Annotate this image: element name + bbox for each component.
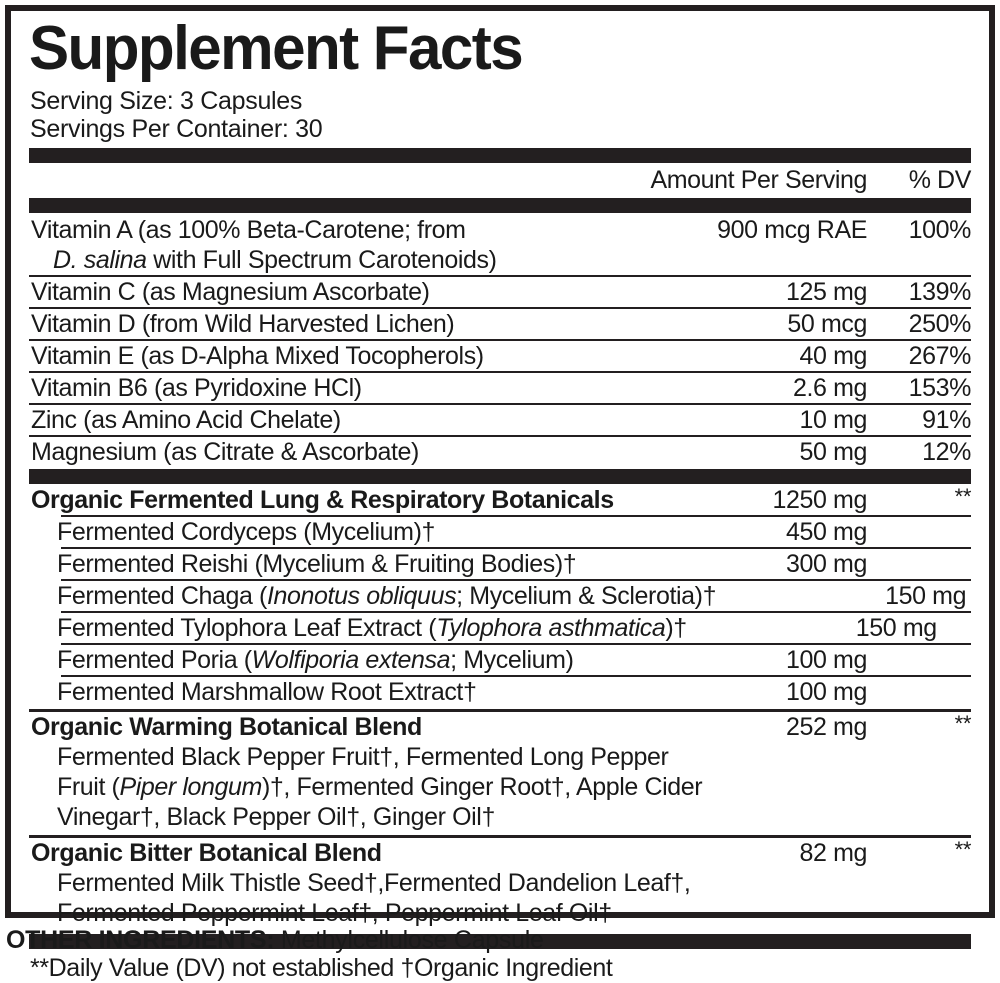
ingredient-amount: 150 mg [885,582,967,610]
column-header-row [29,165,971,195]
table-row [29,309,971,339]
table-row [29,581,971,611]
ingredient-name-pre: Fermented Cordyceps (Mycelium)† [57,518,435,546]
ingredient-name [29,613,687,643]
nutrient-dv: 12% [922,438,971,466]
other-ingredients-label: OTHER INGREDIENTS: [6,926,275,954]
table-row [29,277,971,307]
latin-name: Wolfiporia extensa [251,646,451,674]
blend-dv: ** [954,484,971,509]
nutrient-dv: 267% [908,342,971,370]
blend-ingredient-line [57,868,971,898]
ingredient-name [29,517,617,547]
nutrient-name: Vitamin C (as Magnesium Ascorbate) [31,278,430,306]
serving-info [23,87,977,143]
table-row [29,341,971,371]
blend-header-row [29,838,971,868]
nutrient-amount: 40 mg [799,342,867,370]
table-row [29,645,971,675]
other-ingredients-value: Methylcellulose Capsule [274,926,544,954]
nutrient-dv: 91% [922,406,971,434]
blend-ingredient-text-post: )†, Fermented Ginger Root†, Apple Cider [262,773,703,801]
ingredient-amount: 100 mg [786,646,867,674]
blend-amount: 1250 mg [772,486,867,514]
blend-dv: ** [954,837,971,862]
footnote: **Daily Value (DV) not established †Organic Ingredient [30,954,613,982]
blend-ingredient-line [57,802,971,832]
ingredient-name [29,645,617,675]
blend-ingredient-text: Fermented Black Pepper Fruit†, Fermented Long Pepper [57,743,669,771]
nutrient-name [29,215,617,275]
divider-bar-blends [29,469,971,484]
ingredient-amount: 100 mg [786,678,867,706]
nutrient-amount: 900 mcg RAE [717,216,867,244]
column-header-dv: % DV [908,166,971,194]
nutrient-name: Vitamin E (as D-Alpha Mixed Tocopherols) [31,342,484,370]
ingredient-amount: 150 mg [855,614,937,642]
latin-name: Tylophora asthmatica [436,614,666,642]
nutrient-name-line1: Vitamin A (as 100% Beta-Carotene; from [31,216,466,244]
table-row [29,517,971,547]
blend-name: Organic Fermented Lung & Respiratory Botanicals [31,486,614,514]
blend-ingredient-line [57,772,971,802]
blend-ingredient-line [57,742,971,772]
blend-name: Organic Warming Botanical Blend [31,713,422,741]
table-row [29,613,971,643]
blend-dv: ** [954,711,971,736]
divider-bar-headers [29,198,971,213]
blend-ingredient-text: Fermented Peppermint Leaf†, Peppermint Leaf Oil† [57,899,612,927]
blend-ingredient-paragraph [29,868,971,928]
ingredient-name-pre: Fermented Tylophora Leaf Extract ( [57,614,437,642]
blend-ingredient-text-pre: Fruit ( [57,773,120,801]
nutrient-dv: 153% [908,374,971,402]
blend-ingredient-text: Fermented Milk Thistle Seed†,Fermented Dandelion Leaf†, [57,869,691,897]
nutrient-amount: 125 mg [786,278,867,306]
ingredient-name-pre: Fermented Poria ( [57,646,252,674]
blend-header-row [29,712,971,742]
table-row [29,549,971,579]
servings-per-container: Servings Per Container: 30 [30,115,323,143]
ingredient-name [29,549,617,579]
nutrient-name: Vitamin B6 (as Pyridoxine HCl) [31,374,362,402]
nutrient-amount: 50 mg [799,438,867,466]
nutrient-amount: 10 mg [799,406,867,434]
nutrient-name-line2-post: with Full Spectrum Carotenoids) [146,246,497,274]
nutrient-amount: 2.6 mg [792,374,867,402]
nutrient-amount: 50 mcg [787,310,867,338]
blend-header-row [29,485,971,515]
ingredient-name-post: ; Mycelium) [450,646,574,674]
table-row [29,437,971,467]
blend-ingredient-text: Vinegar†, Black Pepper Oil†, Ginger Oil† [57,803,495,831]
latin-name: Piper longum [119,773,262,801]
ingredient-name-post: )† [665,614,687,642]
ingredient-name [29,581,716,611]
ingredient-name [29,677,617,707]
table-row [29,677,971,707]
ingredient-name-pre: Fermented Reishi (Mycelium & Fruiting Bodies)† [57,550,577,578]
ingredient-amount: 450 mg [786,518,867,546]
latin-name: D. salina [53,246,147,274]
other-ingredients [6,925,544,955]
blend-amount: 82 mg [799,839,867,867]
divider-bar-top [29,148,971,163]
ingredient-name-post: ; Mycelium & Sclerotia)† [456,582,717,610]
nutrient-dv: 100% [908,216,971,244]
blend-ingredient-paragraph [29,742,971,832]
blend-ingredient-line [57,898,971,928]
column-header-amount: Amount Per Serving [650,166,867,194]
table-row [29,373,971,403]
nutrient-dv: 139% [908,278,971,306]
table-row [29,405,971,435]
serving-size: Serving Size: 3 Capsules [30,87,303,115]
ingredient-amount: 300 mg [786,550,867,578]
nutrient-name: Magnesium (as Citrate & Ascorbate) [31,438,419,466]
nutrient-dv: 250% [908,310,971,338]
ingredient-name-pre: Fermented Chaga ( [57,582,267,610]
nutrient-name: Zinc (as Amino Acid Chelate) [31,406,341,434]
table-row [29,215,971,275]
ingredient-name-pre: Fermented Marshmallow Root Extract† [57,678,477,706]
panel-title: Supplement Facts [29,14,523,83]
latin-name: Inonotus obliquus [266,582,457,610]
blend-amount: 252 mg [786,713,867,741]
nutrient-name: Vitamin D (from Wild Harvested Lichen) [31,310,455,338]
nutrient-name-line2 [31,245,617,275]
blend-name: Organic Bitter Botanical Blend [31,839,382,867]
